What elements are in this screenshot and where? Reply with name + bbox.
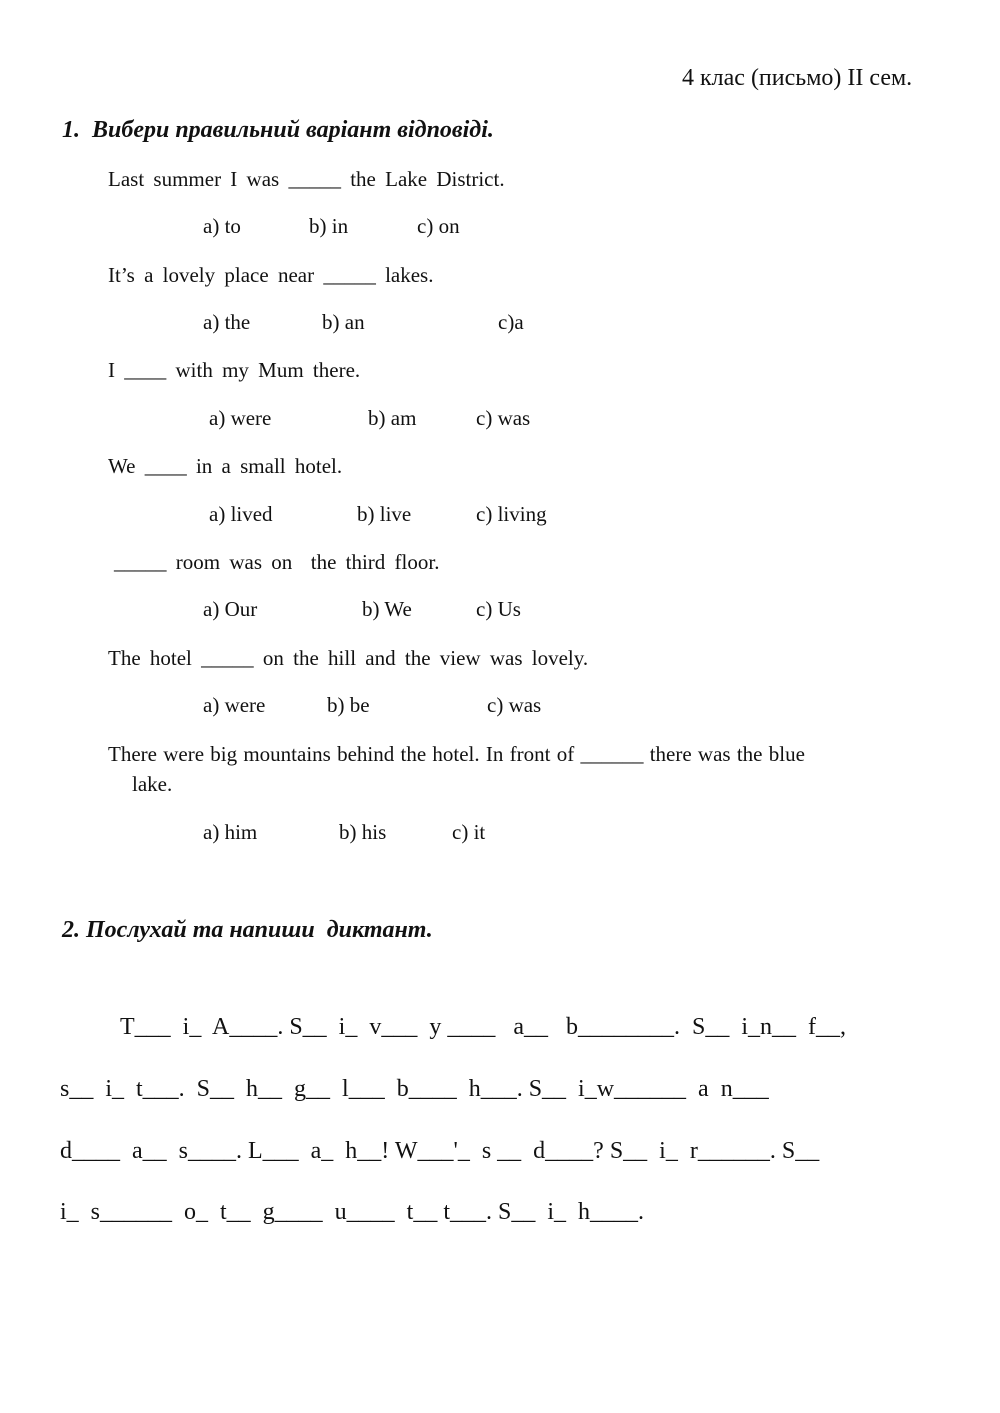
- question-1-option-c[interactable]: c) on: [417, 214, 460, 238]
- question-7-option-a[interactable]: a) him: [203, 820, 258, 844]
- question-7-continuation: lake.: [132, 772, 173, 796]
- question-6-sentence: The hotel _____ on the hill and the view was lovely.: [108, 646, 589, 670]
- question-5-option-c[interactable]: c) Us: [476, 597, 521, 621]
- question-1-option-b[interactable]: b) in: [309, 214, 349, 238]
- question-2-sentence: It’s a lovely place near _____ lakes.: [108, 263, 434, 287]
- question-6-option-a[interactable]: a) were: [203, 693, 266, 717]
- question-5-option-a[interactable]: a) Our: [203, 597, 258, 621]
- question-4-option-b[interactable]: b) live: [357, 502, 412, 526]
- question-3-sentence: I ____ with my Mum there.: [108, 358, 361, 382]
- question-4-option-a[interactable]: a) lived: [209, 502, 273, 526]
- question-4-option-c[interactable]: c) living: [476, 502, 547, 526]
- question-1-sentence: Last summer I was _____ the Lake District.: [108, 167, 505, 191]
- dictation-line-2[interactable]: s__ i_ t___. S__ h__ g__ l___ b____ h___. S__ i_w______ a n___: [60, 1076, 769, 1102]
- question-3-option-a[interactable]: a) were: [209, 406, 272, 430]
- question-3-option-c[interactable]: c) was: [476, 406, 531, 430]
- dictation-line-1[interactable]: T___ i_ A____. S__ i_ v___ y ____ a__ b________. S__ i_n__ f__,: [120, 1014, 847, 1040]
- dictation-line-3[interactable]: d____ a__ s____. L___ a_ h__! W___'_ s __ d____? S__ i_ r______. S__: [60, 1138, 820, 1164]
- question-7-option-b[interactable]: b) his: [339, 820, 387, 844]
- dictation-line-4[interactable]: i_ s______ o_ t__ g____ u____ t__ t___. S__ i_ h____.: [60, 1199, 645, 1225]
- question-3-option-b[interactable]: b) am: [368, 406, 417, 430]
- section-1-title: 1. Вибери правильний варіант відповіді.: [62, 117, 494, 143]
- worksheet-header: 4 клас (письмо) II сем.: [682, 65, 913, 91]
- question-5-sentence: _____ room was on the third floor.: [114, 550, 440, 574]
- question-7-sentence: There were big mountains behind the hotel. In front of ______ there was the blue: [108, 742, 805, 766]
- question-5-option-b[interactable]: b) We: [362, 597, 412, 621]
- question-2-option-b[interactable]: b) an: [322, 310, 365, 334]
- question-6-option-b[interactable]: b) be: [327, 693, 370, 717]
- question-4-sentence: We ____ in a small hotel.: [108, 454, 343, 478]
- question-2-option-c[interactable]: c)a: [498, 310, 524, 334]
- question-7-option-c[interactable]: c) it: [452, 820, 486, 844]
- section-2-title: 2. Послухай та напиши диктант.: [62, 917, 433, 943]
- question-1-option-a[interactable]: a) to: [203, 214, 241, 238]
- question-2-option-a[interactable]: a) the: [203, 310, 251, 334]
- question-6-option-c[interactable]: c) was: [487, 693, 542, 717]
